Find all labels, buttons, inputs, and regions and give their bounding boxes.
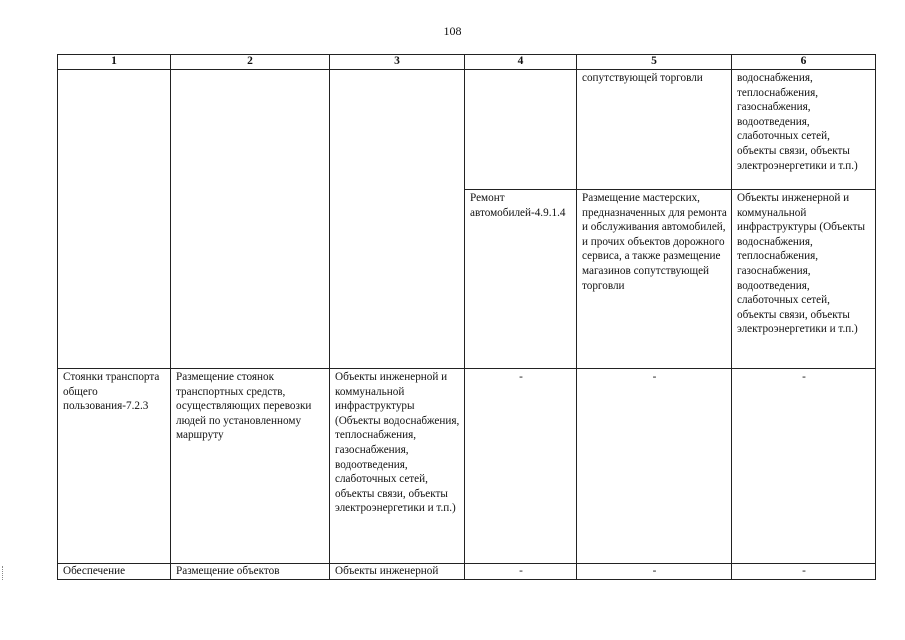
cell-conditional-use: -: [465, 369, 577, 564]
page-number: 108: [443, 24, 462, 38]
cell-main-use-auxiliary: [330, 70, 465, 369]
cell-main-use-auxiliary: Объекты инженерной и коммунальной инфраструктуры (Объекты водоснабжения, теплоснабжения, газоснабжения, водоотведения, слаботочных сетей, объекты связи, объекты электроэнергетики и т.п.): [330, 369, 465, 564]
cell-main-use: Стоянки транспорта общего пользования-7.2.3: [58, 369, 171, 564]
header-row: [58, 55, 876, 70]
cell-conditional-description: Размещение мастерских, предназначенных для ремонта и обслуживания автомобилей, и прочих объектов дорожного сервиса, а также размещение магазинов сопутствующей торговли: [577, 190, 732, 369]
cell-conditional-description: сопутствующей торговли: [577, 70, 732, 190]
cell-conditional-description: -: [577, 564, 732, 580]
cell-main-use: Обеспечение: [58, 564, 171, 580]
table-row: [58, 369, 876, 564]
cell-conditional-use: [465, 70, 577, 190]
scan-margin-mark: [2, 566, 6, 580]
cell-main-use-auxiliary: Объекты инженерной: [330, 564, 465, 580]
cell-conditional-auxiliary: водоснабжения, теплоснабжения, газоснабжения, водоотведения, слаботочных сетей, объекты связи, объекты электроэнергетики и т.п.): [732, 70, 876, 190]
cell-main-use-description: Размещение стоянок транспортных средств, осуществляющих перевозки людей по установленному маршруту: [171, 369, 330, 564]
column-header-6: 6: [732, 55, 876, 70]
cell-conditional-use: Ремонт автомобилей-4.9.1.4: [465, 190, 577, 369]
cell-conditional-use: -: [465, 564, 577, 580]
cell-main-use: [58, 70, 171, 369]
column-header-2: 2: [171, 55, 330, 70]
table-row: [58, 564, 876, 580]
table-row: [58, 70, 876, 190]
column-header-4: 4: [465, 55, 577, 70]
column-header-3: 3: [330, 55, 465, 70]
cell-conditional-auxiliary: -: [732, 369, 876, 564]
column-header-1: 1: [58, 55, 171, 70]
cell-main-use-description: Размещение объектов: [171, 564, 330, 580]
cell-main-use-description: [171, 70, 330, 369]
cell-conditional-auxiliary: Объекты инженерной и коммунальной инфраструктуры (Объекты водоснабжения, теплоснабжения, газоснабжения, водоотведения, слаботочных сетей, объекты связи, объекты электроэнергетики и т.п.): [732, 190, 876, 369]
cell-conditional-description: -: [577, 369, 732, 564]
column-header-5: 5: [577, 55, 732, 70]
cell-conditional-auxiliary: -: [732, 564, 876, 580]
land-use-table: [57, 54, 876, 580]
